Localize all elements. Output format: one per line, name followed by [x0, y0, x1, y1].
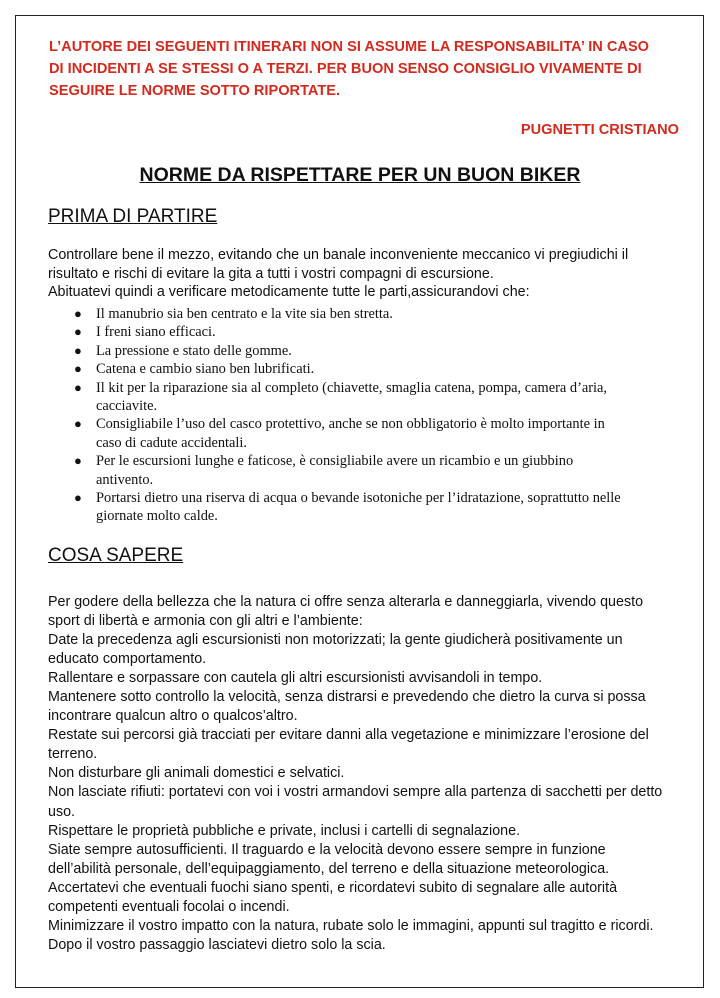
cosa-line: uso.: [48, 803, 76, 820]
list-item: ● La pressione e stato delle gomme.: [74, 342, 292, 359]
warning-line: L’AUTORE DEI SEGUENTI ITINERARI NON SI ASSUME LA RESPONSABILITA’ IN CASO: [49, 39, 650, 55]
warning-line: SEGUIRE LE NORME SOTTO RIPORTATE.: [49, 83, 341, 99]
cosa-line: sport di libertà e armonia con gli altri e l’ambiente:: [48, 613, 363, 630]
cosa-line: terreno.: [48, 746, 98, 763]
cosa-line: dell’abilità personale, dell’equipaggiamento, del terreno e della situazione meteorologica.: [48, 860, 610, 877]
bullet-icon: ●: [74, 416, 82, 432]
disclaimer-warning: [49, 36, 689, 102]
page-title: NORME DA RISPETTARE PER UN BUON BIKER: [139, 164, 581, 186]
section-heading-cosa: COSA SAPERE: [48, 545, 184, 566]
cosa-line: Minimizzare il vostro impatto con la natura, rubate solo le immagini, appunti sul tragitto e ricordi.: [48, 917, 654, 934]
cosa-line: incontrare qualcun altro o qualcos’altro.: [48, 708, 298, 725]
cosa-line: competenti eventuali focolai o incendi.: [48, 898, 290, 915]
list-item: ● Il manubrio sia ben centrato e la vite sia ben stretta.: [74, 306, 393, 322]
cosa-line: Rispettare le proprietà pubbliche e private, inclusi i cartelli di segnalazione.: [48, 822, 521, 839]
list-item: ● I freni siano efficaci.: [74, 324, 216, 341]
list-item: ● Il kit per la riparazione sia al completo (chiavette, smaglia catena, pompa, camera d’aria, cacciavite.: [74, 379, 608, 415]
bullet-icon: ●: [74, 324, 82, 340]
warning-line: DI INCIDENTI A SE STESSI O A TERZI. PER BUON SENSO CONSIGLIO VIVAMENTE DI: [49, 61, 642, 77]
list-item: ● Per le escursioni lunghe e faticose, è consigliabile avere un ricambio e un giubbino antivento.: [74, 453, 574, 488]
cosa-line: Mantenere sotto controllo la velocità, senza distrarsi e prevedendo che dietro la curva si possa: [48, 689, 646, 706]
list-item: ● Catena e cambio siano ben lubrificati.: [74, 361, 315, 378]
bullet-icon: ●: [74, 306, 82, 321]
list-item: ● Consigliabile l’uso del casco protettivo, anche se non obbligatorio è molto importante in caso di cadute accidentali.: [74, 416, 605, 451]
author-name: PUGNETTI CRISTIANO: [520, 122, 679, 138]
cosa-line: Non disturbare gli animali domestici e selvatici.: [48, 765, 345, 782]
cosa-line: Non lasciate rifiuti: portatevi con voi i vostri armandovi sempre alla partenza di sacchetti per detto: [48, 784, 663, 801]
cosa-line: Rallentare e sorpassare con cautela gli altri escursionisti avvisandoli in tempo.: [48, 670, 543, 687]
cosa-line: educato comportamento.: [48, 651, 207, 668]
prima-intro: [48, 246, 678, 302]
intro-line: risultato e rischi di evitare la gita a tutti i vostri compagni di escursione.: [48, 265, 494, 282]
intro-line: Abituatevi quindi a verificare metodicamente tutte le parti,assicurandovi che:: [48, 284, 530, 301]
bullet-icon: ●: [74, 490, 82, 506]
intro-line: Controllare bene il mezzo, evitando che un banale inconveniente meccanico vi pregiudichi il: [48, 247, 629, 263]
cosa-line: Dopo il vostro passaggio lasciatevi dietro solo la scia.: [48, 936, 386, 953]
cosa-line: Per godere della bellezza che la natura ci offre senza alterarla e danneggiarla, vivendo questo: [48, 594, 644, 610]
checklist: [48, 305, 688, 526]
bullet-icon: ●: [74, 379, 82, 395]
cosa-line: Accertatevi che eventuali fuochi siano spenti, e ricordatevi subito di segnalare alle autorità: [48, 879, 618, 896]
cosa-line: Date la precedenza agli escursionisti non motorizzati; la gente giudicherà positivamente un: [48, 632, 623, 649]
bullet-icon: ●: [74, 342, 82, 358]
bullet-icon: ●: [74, 453, 82, 469]
cosa-body: [48, 593, 688, 955]
cosa-line: Restate sui percorsi già tracciati per evitare danni alla vegetazione e minimizzare l’erosione del: [48, 727, 649, 744]
bullet-icon: ●: [74, 361, 82, 377]
cosa-line: Siate sempre autosufficienti. Il traguardo e la velocità devono essere sempre in funzione: [48, 841, 606, 858]
list-item: ● Portarsi dietro una riserva di acqua o bevande isotoniche per l’idratazione, soprattutto nelle giornate molto calde.: [74, 490, 621, 525]
section-heading-prima: PRIMA DI PARTIRE: [48, 206, 218, 227]
